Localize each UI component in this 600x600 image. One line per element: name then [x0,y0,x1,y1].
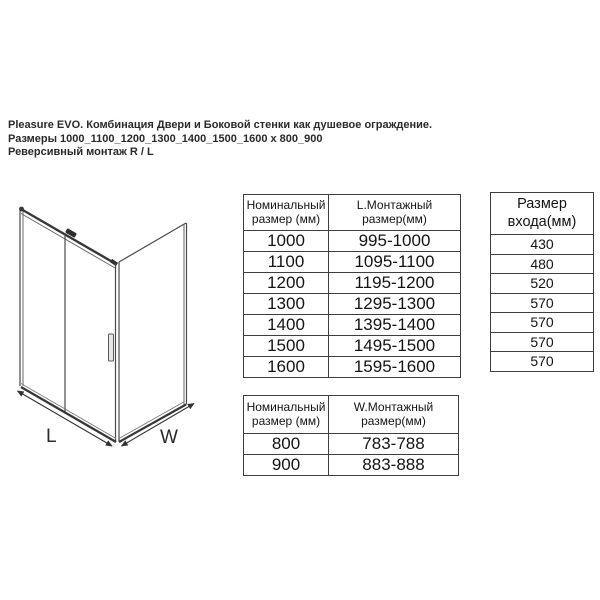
length-dimensions-table [243,194,461,378]
width-dimension-label: W [160,427,178,448]
table-row [244,315,461,336]
table-row [491,332,594,352]
width-dimensions-table [243,395,459,476]
nominal-size-cell: 1300 [244,294,329,315]
entry-size-cell: 570 [491,313,594,333]
nominal-size-cell: 1100 [244,252,329,273]
title-block [8,119,432,160]
entry-size-table [490,192,594,372]
width-table-header-row [244,396,459,434]
door-bottom-rail [21,387,116,442]
length-table-header-row [244,195,461,231]
side-panel-top-edge [119,223,186,262]
mounting-size-cell: 1395-1400 [329,315,461,336]
table-row [491,293,594,313]
table-row [491,352,594,372]
table-row [244,294,461,315]
table-row [244,231,461,252]
mounting-size-cell: 1295-1300 [329,294,461,315]
door-top-rail-inner [21,214,116,269]
table-row [491,274,594,294]
nominal-size-cell: 1600 [244,357,329,378]
door-bottom-glass-edge [21,384,116,439]
mounting-size-cell: 783-788 [329,434,459,455]
table-row [491,254,594,274]
mounting-size-cell: 1495-1500 [329,336,461,357]
shower-enclosure-diagram [0,195,220,470]
table-row [244,434,459,455]
entry-table-header-row [491,193,594,235]
entry-size-cell: 570 [491,352,594,372]
nominal-size-cell: 1000 [244,231,329,252]
nominal-size-header: Номинальный размер (мм) [244,195,329,231]
mounting-size-cell: 883-888 [329,455,459,476]
table-row [244,252,461,273]
door-handle [109,334,114,361]
table-row [491,313,594,333]
table-row [491,235,594,255]
width-arrow [122,404,195,447]
table-row [244,336,461,357]
nominal-size-cell: 800 [244,434,329,455]
sizes-line: Размеры 1000_1100_1200_1300_1400_1500_1600 x 800_900 [8,132,323,145]
l-mounting-size-header: L.Монтажный размер(мм) [329,195,461,231]
door-top-rail [21,209,116,264]
nominal-size-header: Номинальный размер (мм) [244,396,329,434]
entry-size-cell: 480 [491,254,594,274]
product-title: Pleasure EVO. Комбинация Двери и Боковой стенки как душевое ограждение. [8,119,433,131]
mounting-line: Реверсивный монтаж R / L [8,146,154,159]
mounting-size-cell: 1095-1100 [329,252,461,273]
entry-size-cell: 520 [491,274,594,294]
nominal-size-cell: 900 [244,455,329,476]
entry-size-cell: 430 [491,235,594,255]
table-row [244,455,459,476]
mounting-size-cell: 1595-1600 [329,357,461,378]
nominal-size-cell: 1400 [244,315,329,336]
length-dimension-label: L [46,426,57,447]
nominal-size-cell: 1200 [244,273,329,294]
w-mounting-size-header: W.Монтажный размер(мм) [329,396,459,434]
table-row [244,357,461,378]
mounting-size-cell: 1195-1200 [329,273,461,294]
mounting-size-cell: 995-1000 [329,231,461,252]
entry-size-header: Размер входа(мм) [491,193,594,235]
entry-size-cell: 570 [491,293,594,313]
nominal-size-cell: 1500 [244,336,329,357]
entry-size-cell: 570 [491,332,594,352]
table-row [244,273,461,294]
